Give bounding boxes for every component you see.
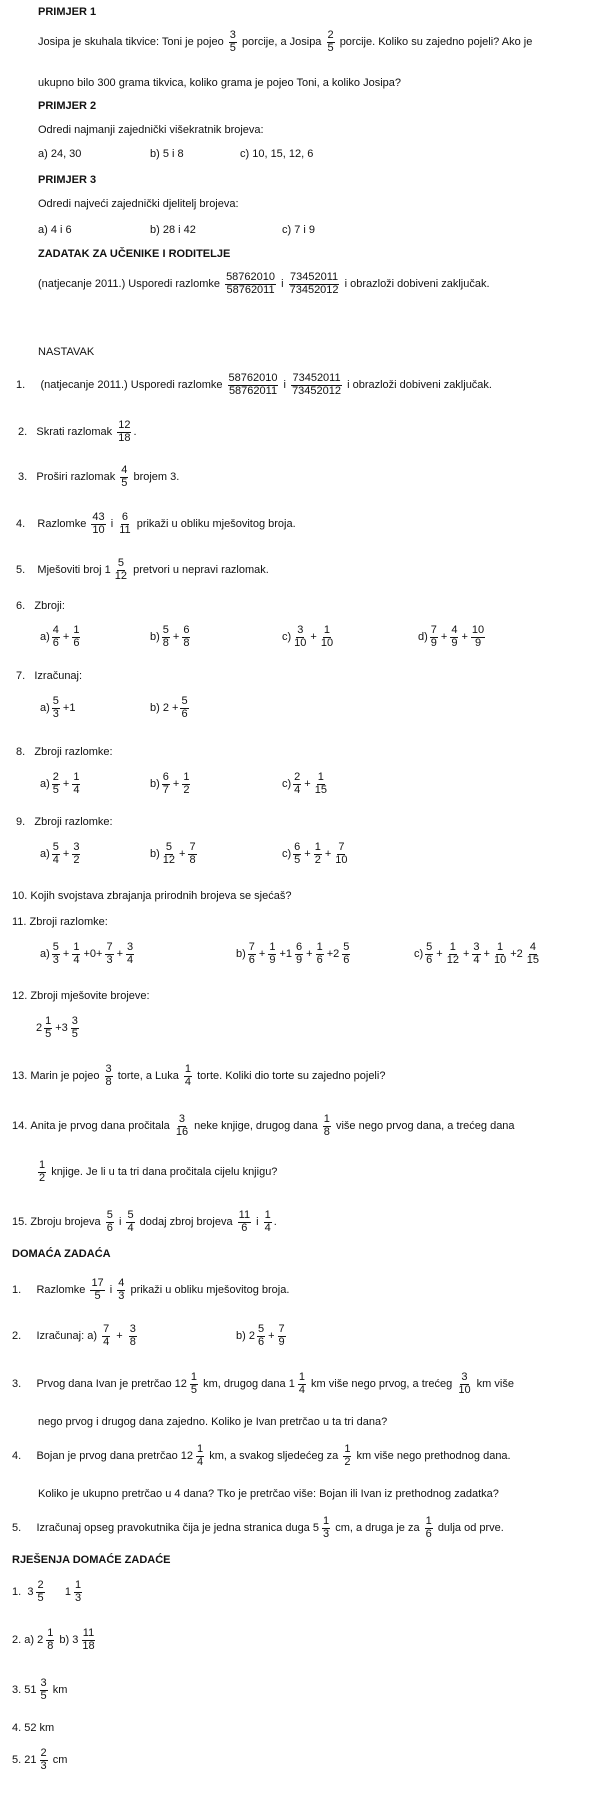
fraction: $\frac{73452011}{73452012}$ [289,271,339,296]
primjer-2-title: PRIMJER 2 [38,100,97,112]
fraction: $\frac{58762010}{58762011}$ [228,372,278,397]
fraction: $\frac{3}{5}$ [229,29,236,54]
nastavak-q11: 11. Zbroji razlomke: [12,916,108,928]
primjer-3-c: c) 7 i 9 [282,224,316,236]
fraction: $\frac{2}{5}$ [327,29,334,54]
q8-b: b) $\frac{6}{7}$ + $\frac{1}{2}$ [150,771,190,796]
nastavak-q10: 10. Kojih svojstava zbrajanja prirodnih brojeva se sjećaš? [12,890,292,902]
primjer-2-c: c) 10, 15, 12, 6 [240,148,314,160]
primjer-3-title: PRIMJER 3 [38,174,97,186]
nastavak-title: NASTAVAK [38,346,95,358]
dz-q2: 2. Izračunaj: a) $\frac{7}{4}$ + $\frac{3}{8}$ [12,1323,136,1348]
primjer-3-text: Odredi najveći zajednički djelitelj brojeva: [38,198,239,210]
primjer-1-text-2: ukupno bilo 300 grama tikvica, koliko grama je pojeo Toni, a koliko Josipa? [38,77,402,89]
q8-c: c) $\frac{2}{4}$ + $\frac{1}{15}$ [282,771,327,796]
dz-q3: 3. Prvog dana Ivan je pretrčao 12 $\frac{1}{5}$ km, drugog dana 1 $\frac{1}{4}$ km više nego prvog, a trećeg $\frac{3}{10}$ km više [12,1371,514,1396]
dz-q2-b: b) 2 $\frac{5}{6}$ + $\frac{7}{9}$ [236,1323,285,1348]
fraction: $\frac{5}{12}$ [114,557,128,582]
nastavak-q6: 6. Zbroji: [16,600,65,612]
rj-3: 3. 51 $\frac{3}{5}$ km [12,1677,68,1702]
rj-1: 1. 3 $\frac{2}{5}$ 1 $\frac{1}{3}$ [12,1579,82,1604]
nastavak-q5: 5. Mješoviti broj 1 $\frac{5}{12}$ pretvori u nepravi razlomak. [16,557,269,582]
q11-a: a) $\frac{5}{3}$ + $\frac{1}{4}$ +0+ $\frac{7}{3}$ + $\frac{3}{4}$ [40,941,134,966]
q9-a: a) $\frac{5}{4}$ + $\frac{3}{2}$ [40,841,80,866]
q7-a: a) $\frac{5}{3}$ +1 [40,695,76,720]
primjer-2-text: Odredi najmanji zajednički višekratnik brojeva: [38,124,264,136]
nastavak-q14: 14. Anita je prvog dana pročitala $\frac{3}{16}$ neke knjige, drugog dana $\frac{1}{8}$ više nego prvog dana, a trećeg dana [12,1113,515,1138]
q11-c: c) $\frac{5}{6}$ + $\frac{1}{12}$ + $\frac{3}{4}$ + $\frac{1}{10}$ +2 $\frac{4}{15}$ [414,941,540,966]
fraction: $\frac{43}{10}$ [92,511,105,536]
q11-b: b) $\frac{7}{6}$ + $\frac{1}{9}$ +1 $\frac{6}{9}$ + $\frac{1}{6}$ +2 $\frac{5}{6}$ [236,941,350,966]
rjesenja-title: RJEŠENJA DOMAĆE ZADAĆE [12,1554,171,1566]
nastavak-q14-line-2: $\frac{1}{2}$ knjige. Je li u ta tri dana pročitala cijelu knjigu? [39,1159,278,1184]
q6-a: a) $\frac{4}{6}$ + $\frac{1}{6}$ [40,624,80,649]
nastavak-q13: 13. Marin je pojeo $\frac{3}{8}$ torte, a Luka $\frac{1}{4}$ torte. Koliki dio torte su zajedno pojeli? [12,1063,386,1088]
nastavak-q2: 2. Skrati razlomak $\frac{12}{18}$ . [18,419,137,444]
primjer-2-b: b) 5 i 8 [150,148,184,160]
dz-q5: 5. Izračunaj opseg pravokutnika čija je jedna stranica duga 5 $\frac{1}{3}$ cm, a druga je za $\frac{1}{6}$ dulja od prve. [12,1515,504,1540]
q6-d: d) $\frac{7}{9}$ + $\frac{4}{9}$ + $\frac{10}{9}$ [418,624,485,649]
fraction: $\frac{6}{11}$ [119,511,131,536]
primjer-1-title: PRIMJER 1 [38,6,97,18]
primjer-3-b: b) 28 i 42 [150,224,196,236]
nastavak-q15: 15. Zbroju brojeva $\frac{5}{6}$ i $\frac{5}{4}$ dodaj zbroj brojeva $\frac{11}{6}$ i $\frac{1}{4}$ . [12,1209,277,1234]
q12-expression: 2 $\frac{1}{5}$ +3 $\frac{3}{5}$ [36,1015,78,1040]
nastavak-q4: 4. Razlomke $\frac{43}{10}$ i $\frac{6}{11}$ prikaži u obliku mješovitog broja. [16,511,296,536]
dz-q4-line-2: Koliko je ukupno pretrčao u 4 dana? Tko je pretrčao više: Bojan ili Ivan iz prethodnog zadatka? [38,1488,499,1500]
nastavak-q9: 9. Zbroji razlomke: [16,816,113,828]
dz-q1: 1. Razlomke $\frac{17}{5}$ i $\frac{4}{3}$ prikaži u obliku mješovitog broja. [12,1277,290,1302]
fraction: $\frac{73452011}{73452012}$ [292,372,342,397]
nastavak-q8: 8. Zbroji razlomke: [16,746,113,758]
zadatak-text: (natjecanje 2011.) Usporedi razlomke $\frac{58762010}{58762011}$ i $\frac{73452011}{73452012}$ i obrazloži dobiveni zaključak. [38,271,490,296]
nastavak-q7: 7. Izračunaj: [16,670,83,682]
fraction: $\frac{58762010}{58762011}$ [226,271,276,296]
nastavak-q3: 3. Proširi razlomak $\frac{4}{5}$ brojem 3. [18,464,180,489]
nastavak-q1: 1. (natjecanje 2011.) Usporedi razlomke $\frac{58762010}{58762011}$ i $\frac{73452011}{73452012}$ i obrazloži dobiveni zaključak. [16,372,492,397]
zadatak-title: ZADATAK ZA UČENIKE I RODITELJE [38,248,231,260]
fraction: $\frac{4}{5}$ [121,464,128,489]
q9-b: b) $\frac{5}{12}$ + $\frac{7}{8}$ [150,841,196,866]
dz-q3-line-2: nego prvog i drugog dana zajedno. Koliko je Ivan pretrčao u ta tri dana? [38,1416,388,1428]
nastavak-q12: 12. Zbroji mješovite brojeve: [12,990,150,1002]
rj-5: 5. 21 $\frac{2}{3}$ cm [12,1747,68,1772]
dz-q4: 4. Bojan je prvog dana pretrčao 12 $\frac{1}{4}$ km, a svakog sljedećeg za $\frac{1}{2}$ km više nego prethodnog dana. [12,1443,511,1468]
primjer-3-a: a) 4 i 6 [38,224,72,236]
fraction: $\frac{12}{18}$ [118,419,131,444]
primjer-2-a: a) 24, 30 [38,148,82,160]
q6-b: b) $\frac{5}{8}$ + $\frac{6}{8}$ [150,624,190,649]
q8-a: a) $\frac{2}{5}$ + $\frac{1}{4}$ [40,771,80,796]
rj-2: 2. a) 2 $\frac{1}{8}$ b) 3 $\frac{11}{18}$ [12,1627,95,1652]
rj-4: 4. 52 km [12,1722,55,1734]
q6-c: c) $\frac{3}{10}$ + $\frac{1}{10}$ [282,624,334,649]
q9-c: c) $\frac{6}{5}$ + $\frac{1}{2}$ + $\frac{7}{10}$ [282,841,348,866]
primjer-1-text: Josipa je skuhala tikvice: Toni je pojeo $\frac{3}{5}$ porcije, a Josipa $\frac{2}{5}$ porcije. Koliko su zajedno pojeli? Ako je [38,29,533,54]
q7-b: b) 2 + $\frac{5}{6}$ [150,695,188,720]
domaca-zadaca-title: DOMAĆA ZADAĆA [12,1248,111,1260]
